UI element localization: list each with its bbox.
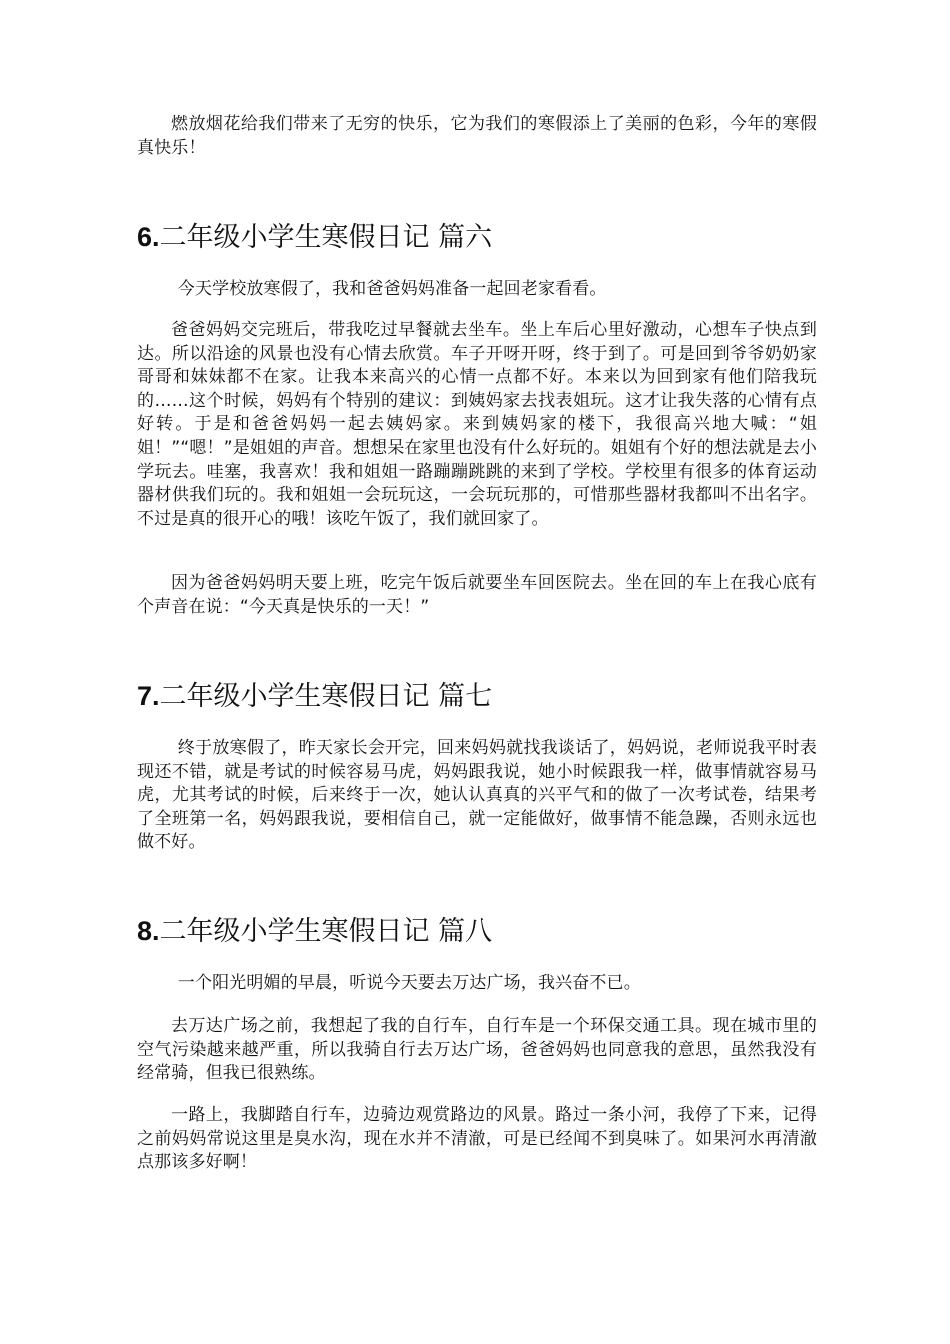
section-6-paragraph-3: 因为爸爸妈妈明天要上班，吃完午饭后就要坐车回医院去。坐在回的车上在我心底有个声音在说：“今天真是快乐的一天！” (137, 573, 817, 617)
section-8-number: 8. (137, 916, 160, 946)
section-8-paragraph-3: 一路上，我脚踏自行车，边骑边观赏路边的风景。路过一条小河，我停了下来，记得之前妈妈常说这里是臭水沟，现在水并不清澈，可是已经闻不到臭味了。如果河水再清澈点那该多好啊！ (137, 1105, 817, 1173)
section-7-heading (137, 679, 492, 714)
intro-paragraph: 燃放烟花给我们带来了无穷的快乐，它为我们的寒假添上了美丽的色彩，今年的寒假真快乐！ (137, 114, 817, 158)
section-8-heading (137, 914, 492, 949)
section-6-paragraph-2: 爸爸妈妈交完班后，带我吃过早餐就去坐车。坐上车后心里好激动，心想车子快点到达。所以沿途的风景也没有心情去欣赏。车子开呀开呀，终于到了。可是回到爷爷奶奶家哥哥和妹妹都不在家。让我本来高兴的心情一点都不好。本来以为回到家有他们陪我玩的……这个时候，妈妈有个特别的建议：到姨妈家去找表姐玩。这才让我失落的心情有点好转。于是和爸爸妈妈一起去姨妈家。来到姨妈家的楼下，我很高兴地大喊：“姐姐！”“嗯！”是姐姐的声音。想想呆在家里也没有什么好玩的。姐姐有个好的想法就是去小学玩去。哇塞，我喜欢！我和姐姐一路蹦蹦跳跳的来到了学校。学校里有很多的体育运动器材供我们玩的。我和姐姐一会玩玩这，一会玩玩那的，可惜那些器材我都叫不出名字。不过是真的很开心的哦！该吃午饭了，我们就回家了。 (137, 320, 817, 529)
section-6-paragraph-1: 今天学校放寒假了，我和爸爸妈妈准备一起回老家看看。 (177, 279, 607, 299)
section-6-title: 二年级小学生寒假日记 篇六 (159, 222, 493, 253)
section-8-paragraph-1: 一个阳光明媚的早晨，听说今天要去万达广场，我兴奋不已。 (177, 973, 641, 993)
section-8-title: 二年级小学生寒假日记 篇八 (159, 916, 493, 947)
section-6-heading (137, 220, 492, 255)
section-6-number: 6. (137, 222, 160, 252)
section-8-paragraph-2: 去万达广场之前，我想起了我的自行车，自行车是一个环保交通工具。现在城市里的空气污染越来越严重，所以我骑自行去万达广场，爸爸妈妈也同意我的意思，虽然我没有经常骑，但我已很熟练。 (137, 1016, 817, 1084)
section-7-paragraph-1: 终于放寒假了，昨天家长会开完，回来妈妈就找我谈话了，妈妈说，老师说我平时表现还不错，就是考试的时候容易马虎，妈妈跟我说，她小时候跟我一样，做事情就容易马虎，尤其考试的时候，后来终于一次，她认认真真的兴平气和的做了一次考试卷，结果考了全班第一名，妈妈跟我说，要相信自己，就一定能做好，做事情不能急躁，否则永远也做不好。 (137, 738, 817, 853)
section-7-title: 二年级小学生寒假日记 篇七 (159, 681, 493, 712)
section-7-number: 7. (137, 681, 160, 711)
